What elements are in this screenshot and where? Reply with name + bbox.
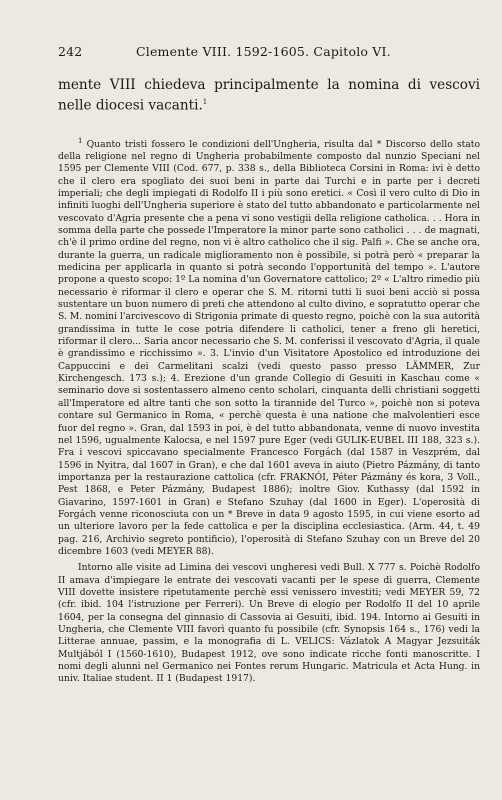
main-text: [58, 77, 480, 115]
page-header: [58, 44, 480, 59]
footnote-1: [58, 135, 480, 559]
main-text-content: mente VIII chiedeva principalmente la nomina di vescovi nelle diocesi vacanti.: [58, 77, 480, 114]
footnote-number: 1: [78, 136, 83, 145]
footnote-text: Quanto tristi fossero le condizioni dell'Ungheria, risulta dal * Discorso dello stato della religione nel regno di Ungheria probabilmente composto dal nunzio Speciani nel 1595 per Clemente VIII (Cod. 677, p. 338 s., della Biblioteca Corsini in Roma: ivi è detto che il clero era spogliato dei suoi beni in parte dai Turchi e in parte per i decreti imperiali; che degli impiegati di Rodolfo II i più sono eretici. « Così il vero culto di Dio in infiniti luoghi dell'Ungheria superiore è stato del tutto abbandonato e particolarmente nel vescovato d'Agria presente che a pena vi sono vestigii della religione catholica. . . Hora in somma della parte che possede l'Imperatore la minor parte sono catholici . . . de magnati, ch'è il primo ordine del regno, non vi è altro catholico che il sig. Palfi ». Che se anche ora, durante la guerra, un radicale miglioramento non è possibile, si potrà però « preparar la medicina per applicarla in quanto si potrà secondo l'opportunità del tempo ». L'autore propone a questo scopo: 1º La nomina d'un Governatore cattolico; 2º « L'altro rimedio più necessario è riformar il clero e operar che S. M. ritorni tutti li suoi beni acciò si possa sustentare un buon numero di preti che attendono al culto divino, e sopratutto operar che S. M. nomini l'arcivescovo di Strigonia primate di questo regno, poichè con la sua autorità grandissima in tutte le cose potria difendere li catholici, tener a freno gli heretici, riformar il clero... Saria ancor necessario che S. M. conferissi il vescovato d'Agria, il quale è grandissimo e ricchissimo ». 3. L'invio d'un Visitatore Apostolico ed introduzione dei Cappuccini e dei Carmelitani scalzi (vedi questo passo presso LÄMMER, Zur Kirchengesch. 173 s.); 4. Erezione d'un grande Collegio di Gesuiti in Kaschau come « seminario dove si sostentassero almeno cento scholari, cinquanta delli christiani soggetti all'Imperatore ed altre tanti che son sotto la tirannide del Turco », poichè non si poteva contare sul Germanico in Roma, « perchè questa è una natione che malvolentieri esce fuor del regno ». Gran, dal 1593 in poi, è del tutto abbandonata, venne di nuovo investita nel 1596, ugualmente Kalocsa, e nel 1597 pure Eger (vedi GULIK-EUBEL III 188, 323 s.). Fra i vescovi spiccavano specialmente Francesco Forgách (dal 1587 in Veszprém, dal 1596 in Nyitra, dal 1607 in Gran), e che dal 1601 aveva in aiuto (Pietro Pázmány, di tanto importanza per la restaurazione cattolica (cfr. FRAKNÓI, Péter Pázmány és kora, 3 Voll., Pest 1868, e Peter Pázmány, Budapest 1886); inoltre Giov. Kuthassy (dal 1592 in Giavarino, 1597-1601 in Gran) e Stefano Szuhay (dal 1600 in Eger). L'operosità di Forgách venne riconosciuta con un * Breve in data 9 agosto 1595, in cui viene esorto ad un ulteriore lavoro per la fede cattolica e per la disciplina ecclesiastica. (Arm. 44, t. 49 pag. 216, Archivio segreto pontificio), l'operosità di Stefano Szuhay con un Breve del 20 dicembre 1603 (vedi MEYER 88).: [58, 138, 481, 557]
footnote-1-continuation: [58, 562, 480, 685]
footnote-text: Intorno alle visite ad Limina dei vescovi ungheresi vedi Bull. X 777 s. Poichè Rodolfo II amava d'impiegare le entrate dei vescovati vacanti per le spese di guerra, Clemente VIII dovette insistere ripetutamente perchè essi venissero investiti; vedi MEYER 59, 72 (cfr. ibid. 104 l'istruzione per Ferreri). Un Breve di elogio per Rodolfo II del 10 aprile 1604, per la consegna del ginnasio di Cassovia ai Gesuiti, ibid. 194. Intorno ai Gesuiti in Ungheria, che Clemente VIII favorì quanto fu possibile (cfr. Synopsis 164 s., 176) vedi la Litterae annuae, passim, e la monografia di L. VELICS: Vázlatok A Magyar Jezsuiták Multjából I (1560-1610), Budapest 1912, ove sono indicate ricche fonti manoscritte. I nomi degli alunni nel Germanico nei Fontes rerum Hungaric. Matricula et Acta Hung. in univ. Italiae student. II 1 (Budapest 1917).: [58, 562, 480, 685]
running-title: Clemente VIII. 1592-1605. Capitolo VI.: [136, 44, 391, 59]
footnote-reference: 1: [202, 98, 208, 106]
page-number: 242: [58, 44, 83, 59]
